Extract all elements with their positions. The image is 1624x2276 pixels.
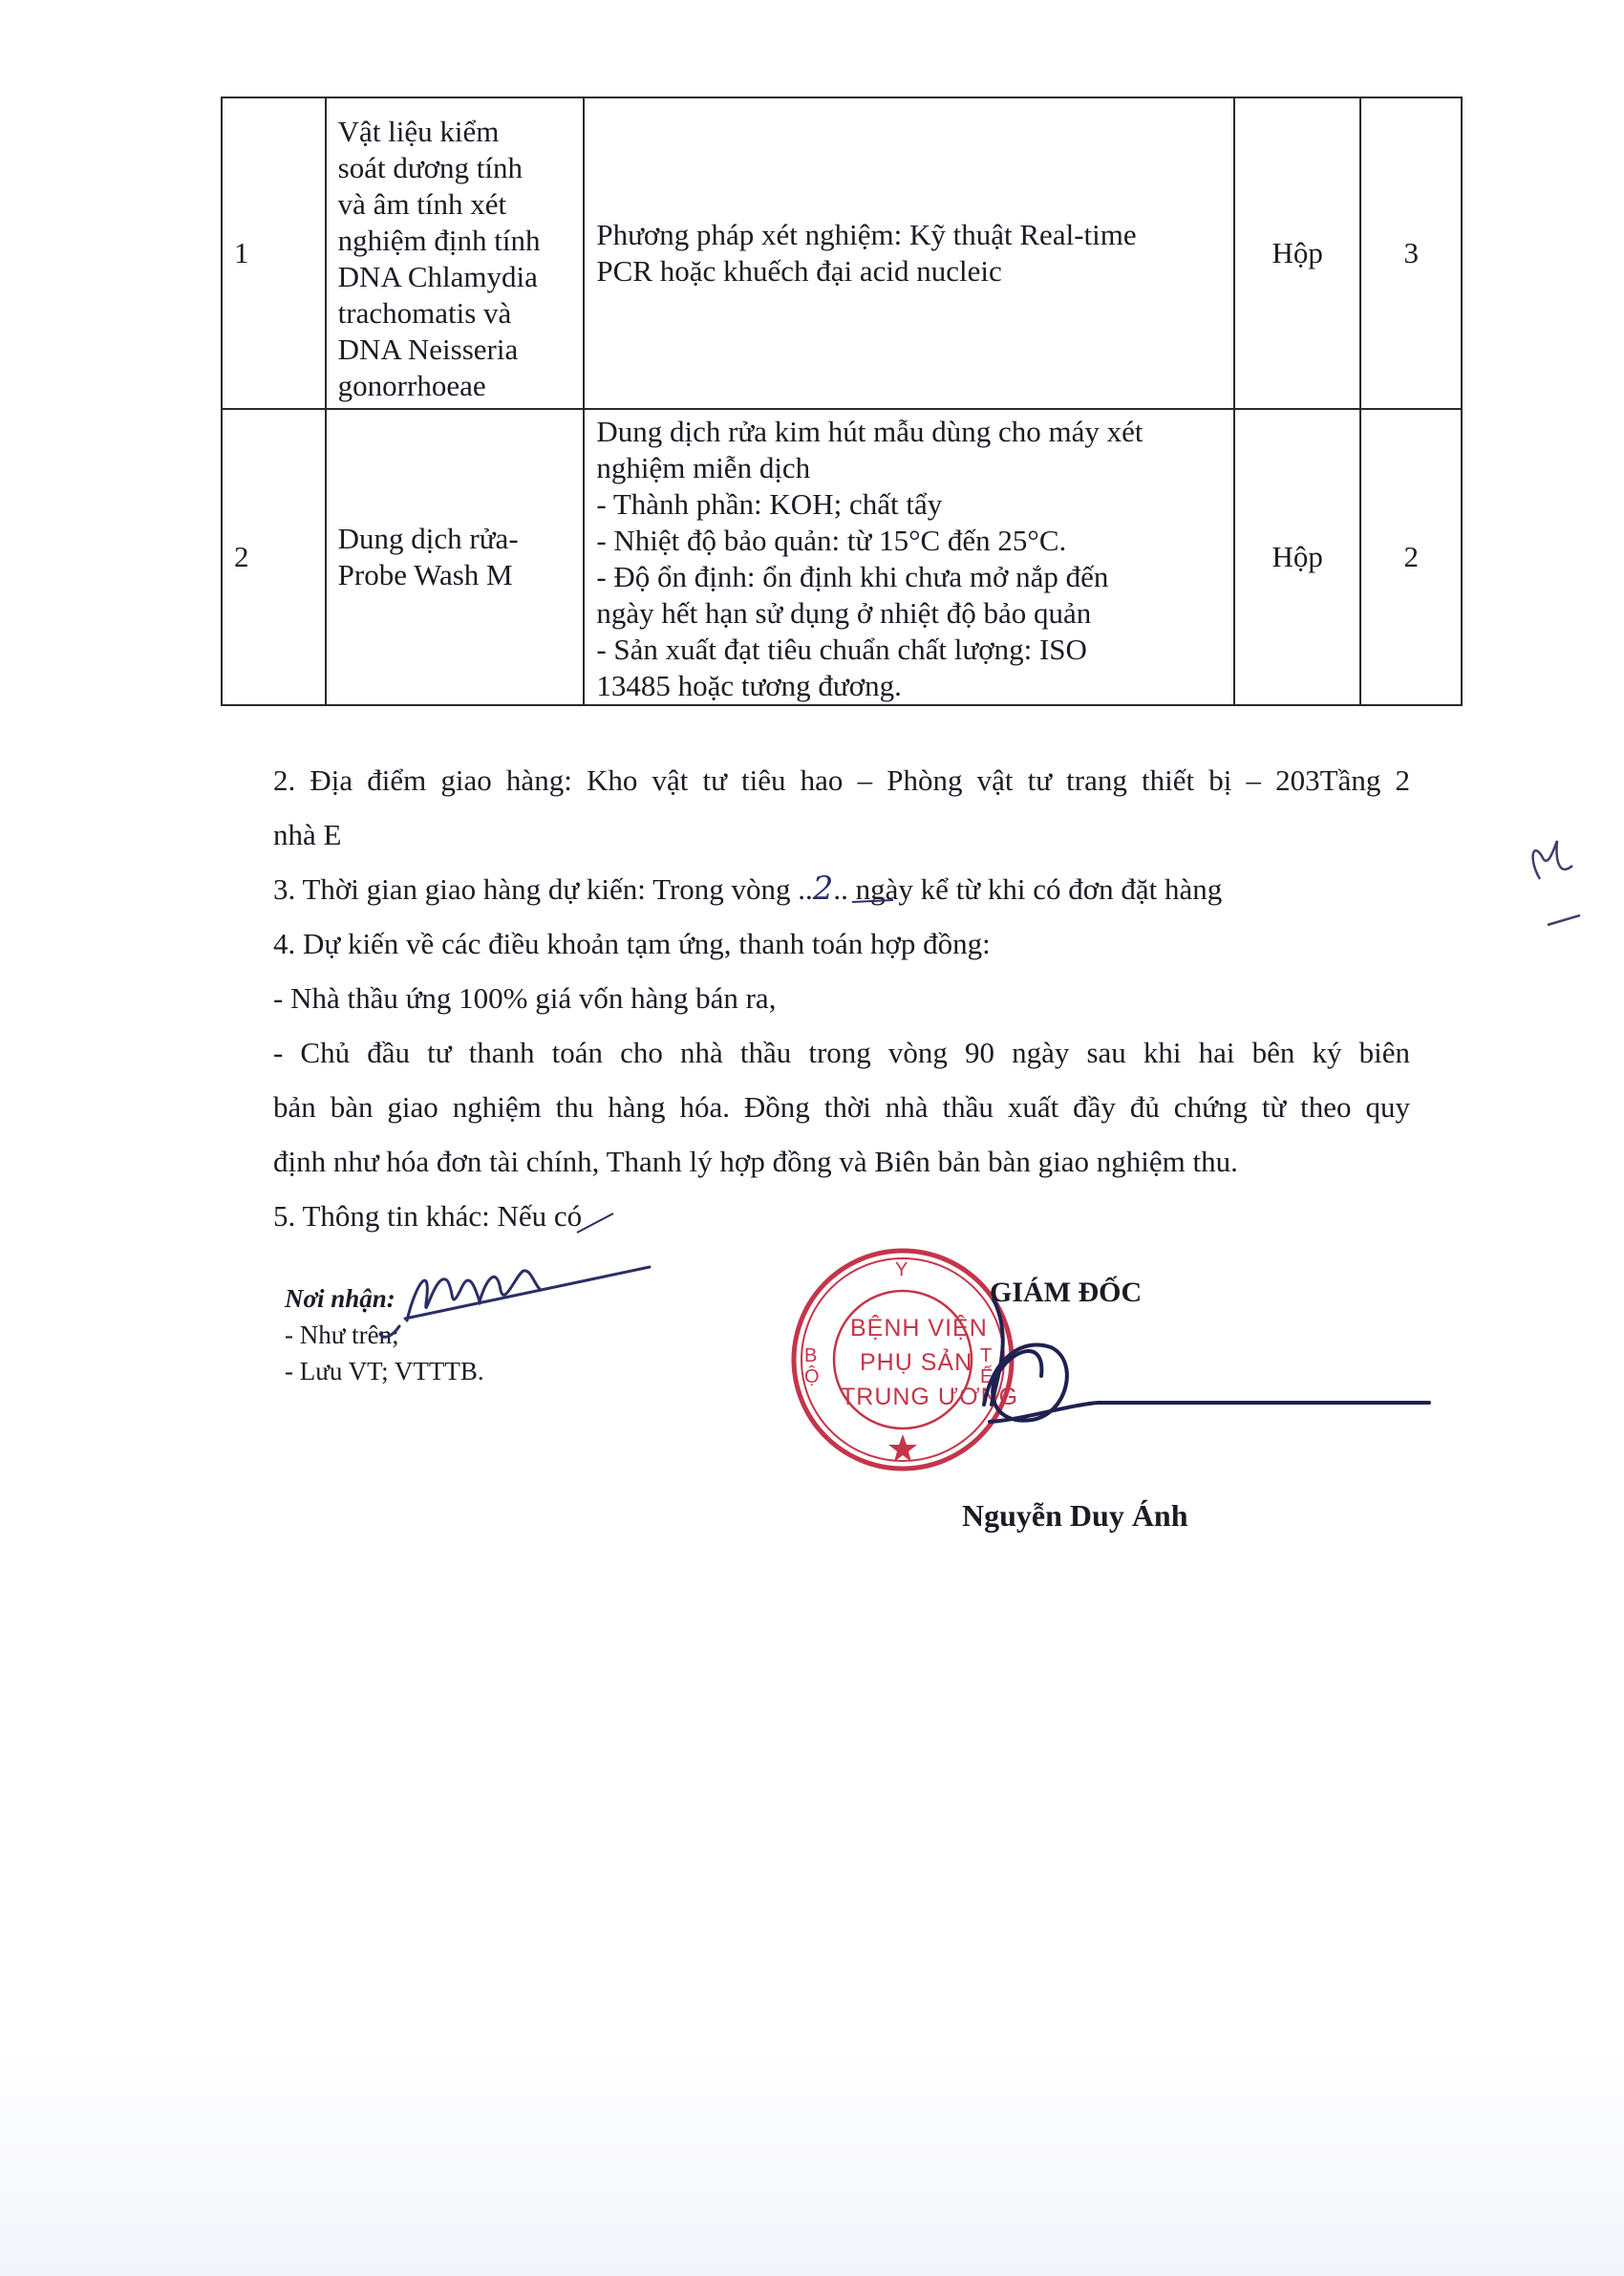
recipients [285,1280,484,1389]
item-unit: Hộp [1234,409,1360,705]
item-spec-line: PCR hoặc khuếch đại acid nucleic [596,254,1002,288]
item-spec [584,409,1234,705]
delivery-time [273,862,1410,916]
stamp-top-letter: Y [895,1259,908,1280]
stamp-line: BỆNH VIỆN [850,1315,988,1342]
stamp-line: PHỤ SẢN [860,1349,973,1376]
item-spec [584,97,1234,409]
item-name-line: và âm tính xét [337,187,507,221]
scan-shading [0,2045,1624,2276]
official-stamp [789,1246,1019,1473]
row-number: 2 [222,409,326,705]
other-info: 5. Thông tin khác: Nếu có [273,1199,583,1233]
item-spec-line: Phương pháp xét nghiệm: Kỹ thuật Real-time [596,218,1137,251]
item-name [326,97,585,409]
recipients-label: Nơi nhận: [285,1284,395,1313]
item-unit: Hộp [1234,97,1360,409]
row-number: 1 [222,97,326,409]
item-spec-line: - Thành phần: KOH; chất tẩy [596,487,943,521]
stamp-left-letters: BỘ [804,1345,820,1387]
item-quantity: 2 [1360,409,1462,705]
item-spec-line: Dung dịch rửa kim hút mẫu dùng cho máy xét [596,415,1143,448]
table-row [222,409,1462,705]
item-name-line: nghiệm định tính [337,224,541,257]
recipient-item: - Lưu VT; VTTTB. [285,1357,484,1385]
director-signature [984,1299,1429,1422]
delivery-time-suffix: .. ngày kể từ khi có đơn đặt hàng [833,872,1223,906]
delivery-time-value: 2 [812,870,834,908]
delivery-place-line: nhà E [273,818,342,851]
payment-item: - Chủ đầu tư thanh toán cho nhà thầu trong vòng 90 ngày sau khi hai bên ký biên [273,1036,1410,1069]
item-spec-line: nghiệm miễn dịch [596,451,811,484]
stamp-right-letters: TẾ [980,1345,994,1387]
item-name-line: gonorrhoeae [337,369,486,402]
item-name-line: DNA Chlamydia [337,260,538,293]
item-name-line: soát dương tính [337,151,524,184]
delivery-time-prefix: 3. Thời gian giao hàng dự kiến: Trong vòng .. [273,872,813,906]
table-row [222,97,1462,409]
delivery-place-line: 2. Địa điểm giao hàng: Kho vật tư tiêu hao – Phòng vật tư trang thiết bị – 203Tầng 2 [273,763,1410,797]
body-text [273,753,1410,1243]
director-title: GIÁM ĐỐC [990,1277,1143,1308]
item-spec-line: - Nhiệt độ bảo quản: từ 15°C đến 25°C. [596,524,1067,557]
item-name-line: Dung dịch rửa- [337,522,519,555]
item-spec-line: - Sản xuất đạt tiêu chuẩn chất lượng: ISO [596,633,1087,666]
payment-item: định như hóa đơn tài chính, Thanh lý hợp đồng và Biên bản bàn giao nghiệm thu. [273,1145,1238,1178]
item-name-line: DNA Neisseria [337,333,519,366]
recipient-item: - Như trên; [285,1321,399,1349]
item-name-line: Probe Wash M [337,558,513,591]
item-spec-line: - Độ ổn định: ổn định khi chưa mở nắp đến [596,560,1109,593]
item-name-line: trachomatis và [337,296,512,330]
payment-item: bản bàn giao nghiệm thu hàng hóa. Đồng thời nhà thầu xuất đầy đủ chứng từ theo quy [273,1090,1410,1124]
director-name: Nguyễn Duy Ánh [962,1498,1188,1533]
margin-annotation [1533,841,1580,925]
item-spec-line: ngày hết hạn sử dụng ở nhiệt độ bảo quản [596,596,1092,630]
items-table [221,97,1463,706]
item-quantity: 3 [1360,97,1462,409]
item-name [326,409,585,705]
item-spec-line: 13485 hoặc tương đương. [596,669,902,702]
stamp-line: TRUNG ƯƠNG [841,1384,1019,1410]
payment-item: - Nhà thầu ứng 100% giá vốn hàng bán ra, [273,981,777,1015]
payment-heading: 4. Dự kiến về các điều khoản tạm ứng, thanh toán hợp đồng: [273,927,991,960]
item-name-line: Vật liệu kiểm [337,115,500,148]
